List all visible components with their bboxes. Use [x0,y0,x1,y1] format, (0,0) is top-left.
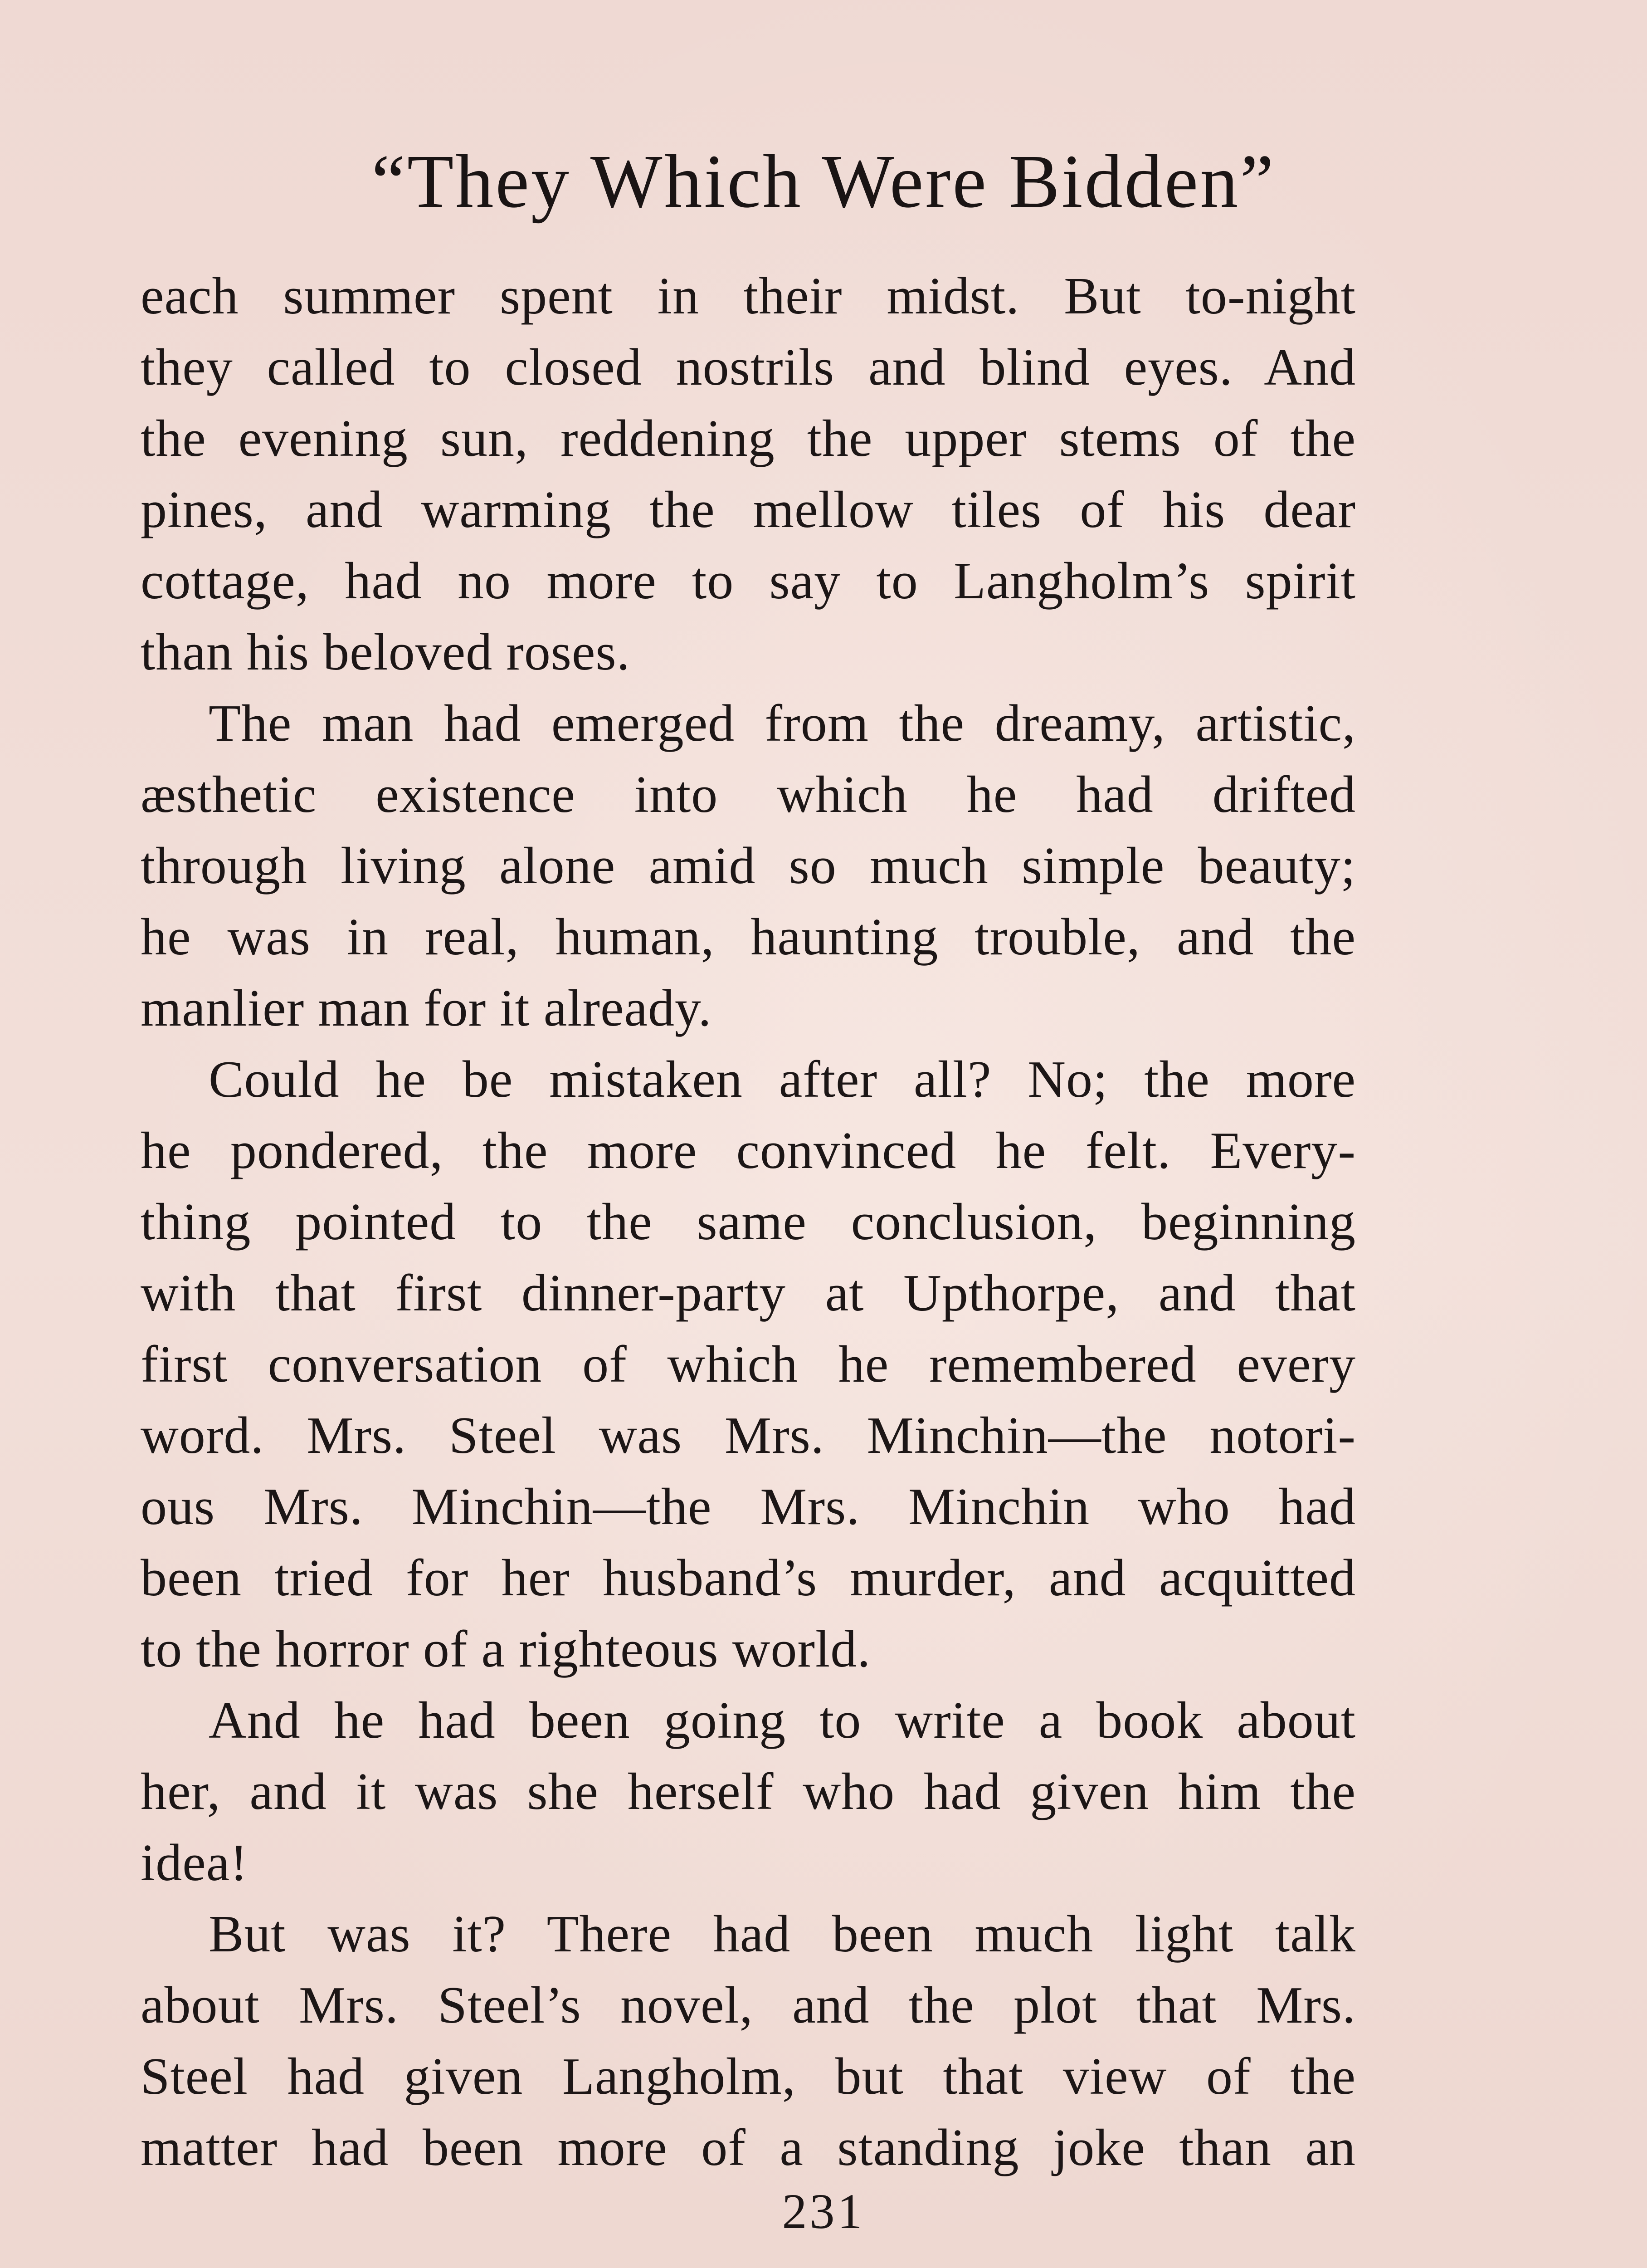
paragraph [141,261,1356,688]
text-line: with that first dinner-party at Upthorpe, and that [141,1264,1356,1322]
paragraph [141,688,1356,1044]
text-line: matter had been more of a standing joke than an [141,2119,1356,2177]
text-line: ous Mrs. Minchin—the Mrs. Minchin who had [141,1478,1356,1536]
text-line: he was in real, human, haunting trouble, and the [141,908,1356,966]
running-head: “They Which Were Bidden” [371,139,1276,224]
text-line: idea! [141,1834,248,1892]
text-line: through living alone amid so much simple beauty; [141,837,1356,895]
text-line: about Mrs. Steel’s novel, and the plot that Mrs. [141,1976,1356,2034]
paragraph [141,1044,1356,1685]
text-line: than his beloved roses. [141,623,630,681]
text-line: been tried for her husband’s murder, and acquitted [141,1549,1356,1607]
text-line: to the horror of a righteous world. [141,1620,871,1678]
text-line: each summer spent in their midst. But to-night [141,267,1356,325]
text-line: pines, and warming the mellow tiles of his dear [141,481,1356,539]
text-line: æsthetic existence into which he had drifted [141,766,1356,824]
text-line: But was it? There had been much light talk [209,1905,1356,1963]
text-line: they called to closed nostrils and blind eyes. And [141,338,1356,396]
paragraph [141,1899,1356,2184]
text-line: he pondered, the more convinced he felt. Every- [141,1122,1356,1180]
text-line: thing pointed to the same conclusion, beginning [141,1193,1356,1251]
text-line: the evening sun, reddening the upper stems of the [141,410,1356,468]
text-line: And he had been going to write a book about [209,1691,1356,1750]
page-number: 231 [782,2184,865,2239]
text-line: Could he be mistaken after all? No; the more [209,1051,1356,1109]
text-line: Steel had given Langholm, but that view of the [141,2048,1356,2106]
text-line: cottage, had no more to say to Langholm’s spirit [141,552,1356,610]
body-text [141,261,1356,2184]
paragraph [141,1685,1356,1899]
text-line: first conversation of which he remembered every [141,1335,1356,1393]
text-line: her, and it was she herself who had given him the [141,1763,1356,1821]
text-line: manlier man for it already. [141,979,712,1037]
text-line: word. Mrs. Steel was Mrs. Minchin—the notori- [141,1407,1356,1465]
text-line: The man had emerged from the dreamy, artistic, [209,694,1356,753]
